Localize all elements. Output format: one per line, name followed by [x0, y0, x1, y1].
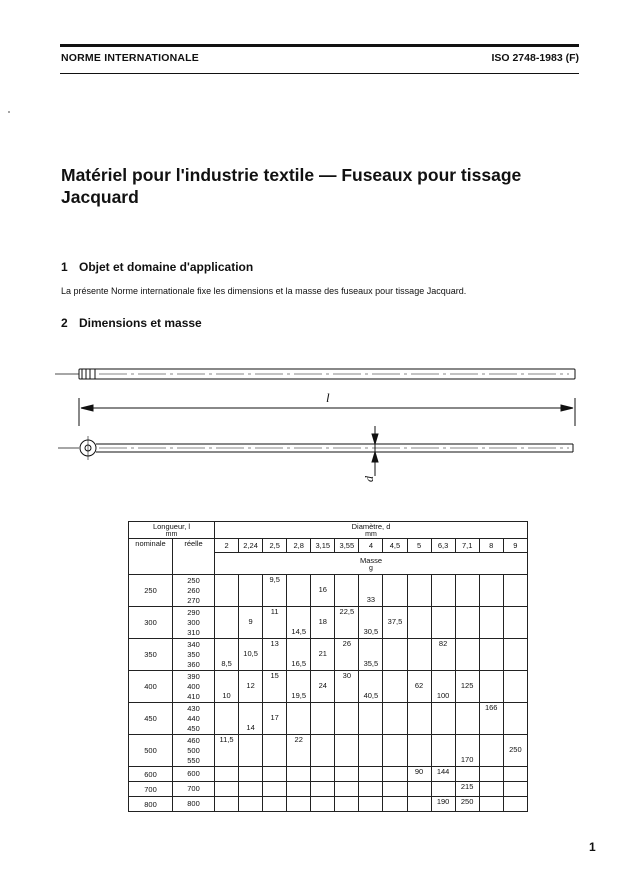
- mass-value: [287, 617, 310, 627]
- real-length-value: 290: [187, 607, 200, 617]
- mass-cell: [239, 671, 263, 703]
- spindle-side-view: [55, 369, 575, 379]
- header-standard-number: ISO 2748-1983 (F): [491, 52, 579, 64]
- mass-cell: [215, 797, 239, 812]
- real-length-cell: [173, 671, 215, 703]
- section-1-text: La présente Norme internationale fixe les dimensions et la masse des fuseaux pour tissage Jacquard.: [61, 286, 467, 296]
- mass-value: 16,5: [291, 659, 307, 668]
- mass-cell: [407, 671, 431, 703]
- mass-cell: [479, 671, 503, 703]
- table-row: [129, 639, 528, 671]
- mass-cell: [479, 735, 503, 767]
- real-length-value: 460: [187, 735, 200, 745]
- mass-value: 166: [484, 703, 498, 712]
- nominal-length-cell: 400: [129, 671, 173, 703]
- real-length-cell: [173, 607, 215, 639]
- mass-value: [215, 649, 238, 659]
- mass-cell: [455, 671, 479, 703]
- mass-cell: [383, 575, 407, 607]
- real-length-value: 500: [187, 745, 200, 755]
- mass-cell: [239, 797, 263, 812]
- section-1-number: 1: [61, 260, 68, 274]
- mass-value: 90: [414, 767, 424, 776]
- real-length-cell: [173, 575, 215, 607]
- real-length-value: 350: [187, 649, 200, 659]
- mass-header-unit: g: [369, 564, 373, 572]
- mass-cell: [479, 797, 503, 812]
- mass-cell: [215, 782, 239, 797]
- mass-value: 8,5: [221, 659, 232, 668]
- real-length-cell: [173, 782, 215, 797]
- mass-cell: [479, 782, 503, 797]
- mass-cell: [359, 607, 383, 639]
- mass-cell: [503, 735, 527, 767]
- mass-value: 11: [270, 607, 279, 616]
- mass-cell: [503, 797, 527, 812]
- real-length-value: 800: [187, 799, 200, 808]
- mass-cell: [407, 575, 431, 607]
- col-real-header: réelle: [173, 539, 215, 575]
- mass-value: 62: [414, 681, 424, 690]
- mass-cell: [311, 735, 335, 767]
- document-title: Matériel pour l'industrie textile — Fuseaux pour tissage Jacquard: [61, 165, 522, 207]
- mass-value: [311, 671, 334, 681]
- mass-cell: [455, 607, 479, 639]
- table-row: [129, 797, 528, 812]
- section-1-heading: [61, 260, 253, 274]
- mass-cell: [335, 767, 359, 782]
- mass-cell: [287, 703, 311, 735]
- mass-cell: [383, 639, 407, 671]
- mass-value: 10,5: [243, 649, 258, 658]
- mass-value: [383, 607, 406, 617]
- length-header: [129, 522, 215, 539]
- mass-cell: [407, 782, 431, 797]
- diameter-col: 7,1: [455, 539, 479, 553]
- real-length-value: 550: [187, 755, 200, 765]
- mass-cell: [263, 607, 287, 639]
- mass-cell: [287, 575, 311, 607]
- mass-value: [287, 681, 310, 691]
- mass-cell: [503, 767, 527, 782]
- mass-cell: [263, 575, 287, 607]
- mass-value: [239, 607, 262, 617]
- real-length-cell: [173, 735, 215, 767]
- nominal-length-cell: 600: [129, 767, 173, 782]
- scan-speck: [8, 111, 10, 113]
- mass-cell: [215, 735, 239, 767]
- mass-cell: [215, 767, 239, 782]
- mass-cell: [263, 671, 287, 703]
- mass-cell: [359, 767, 383, 782]
- mass-value: 250: [509, 745, 522, 754]
- mass-cell: [263, 703, 287, 735]
- section-2-title: Dimensions et masse: [79, 316, 202, 330]
- mass-value: 21: [318, 649, 327, 658]
- mass-cell: [335, 639, 359, 671]
- mass-cell: [239, 735, 263, 767]
- mass-value: [432, 681, 455, 691]
- mass-cell: [503, 703, 527, 735]
- diameter-col: 4,5: [383, 539, 407, 553]
- mass-cell: [455, 575, 479, 607]
- mass-cell: [359, 703, 383, 735]
- mass-cell: [311, 671, 335, 703]
- mass-value: 215: [460, 782, 474, 791]
- mass-value: [287, 607, 310, 617]
- mass-value: 30,5: [363, 627, 379, 636]
- mass-cell: [311, 575, 335, 607]
- real-length-value: 300: [187, 617, 200, 627]
- diameter-col: 3,55: [335, 539, 359, 553]
- mass-cell: [311, 639, 335, 671]
- mass-cell: [311, 767, 335, 782]
- length-label: l: [326, 390, 330, 405]
- real-length-value: 440: [187, 713, 200, 723]
- mass-cell: [503, 639, 527, 671]
- diameter-col: 8: [479, 539, 503, 553]
- mass-cell: [239, 639, 263, 671]
- real-length-cell: [173, 703, 215, 735]
- real-length-value: 270: [187, 595, 200, 605]
- mass-value: 144: [436, 767, 450, 776]
- real-length-cell: [173, 639, 215, 671]
- real-length-value: 430: [187, 703, 200, 713]
- mass-value: 10: [222, 691, 231, 700]
- mass-cell: [383, 735, 407, 767]
- mass-cell: [455, 703, 479, 735]
- nominal-length-cell: 500: [129, 735, 173, 767]
- mass-cell: [383, 607, 407, 639]
- mass-cell: [311, 703, 335, 735]
- section-2-heading: [61, 316, 202, 330]
- col-nominal-header: nominale: [129, 539, 173, 575]
- nominal-length-cell: 250: [129, 575, 173, 607]
- mass-value: 250: [460, 797, 474, 806]
- mass-value: [456, 671, 479, 681]
- mass-cell: [431, 639, 455, 671]
- real-length-value: 700: [187, 784, 200, 793]
- mass-cell: [407, 703, 431, 735]
- mass-header-label: Masse: [359, 555, 383, 565]
- mass-value: [504, 735, 527, 745]
- mass-cell: [407, 767, 431, 782]
- table-row: [129, 607, 528, 639]
- table-row: [129, 782, 528, 797]
- mass-cell: [455, 639, 479, 671]
- page-number: 1: [589, 840, 596, 854]
- mass-value: [239, 713, 262, 723]
- mass-cell: [455, 735, 479, 767]
- mass-value: [359, 607, 382, 617]
- mass-cell: [503, 575, 527, 607]
- mass-value: 190: [436, 797, 450, 806]
- mass-cell: [479, 639, 503, 671]
- mass-value: 40,5: [363, 691, 379, 700]
- mass-cell: [431, 607, 455, 639]
- mass-cell: [335, 735, 359, 767]
- mass-cell: [359, 639, 383, 671]
- mass-value: [359, 575, 382, 585]
- mass-value: 125: [460, 681, 474, 690]
- mass-cell: [335, 797, 359, 812]
- real-length-value: 260: [187, 585, 200, 595]
- table-body: [129, 575, 528, 812]
- table-row: [129, 703, 528, 735]
- header-standard-type: NORME INTERNATIONALE: [61, 52, 199, 64]
- mass-value: 30: [342, 671, 352, 680]
- mass-value: [432, 671, 455, 681]
- diameter-col: 2: [215, 539, 239, 553]
- mass-cell: [359, 782, 383, 797]
- mass-value: 13: [270, 639, 279, 648]
- diameter-header-unit: mm: [365, 531, 377, 538]
- mass-value: [287, 649, 310, 659]
- mass-cell: [359, 735, 383, 767]
- mass-value: [359, 671, 382, 681]
- mass-value: 12: [246, 681, 255, 690]
- length-header-unit: mm: [165, 531, 178, 538]
- real-length-value: 310: [187, 627, 200, 637]
- mass-cell: [239, 607, 263, 639]
- real-length-value: 340: [187, 639, 200, 649]
- mass-cell: [215, 607, 239, 639]
- mass-cell: [503, 782, 527, 797]
- mass-cell: [311, 607, 335, 639]
- mass-value: [311, 639, 334, 649]
- mass-value: [215, 639, 238, 649]
- real-length-cell: [173, 767, 215, 782]
- mass-value: 14: [246, 723, 255, 732]
- mass-cell: [335, 607, 359, 639]
- nominal-length-cell: 700: [129, 782, 173, 797]
- diameter-col: 4: [359, 539, 383, 553]
- mass-cell: [479, 703, 503, 735]
- mass-value: 9,5: [269, 575, 280, 584]
- spindle-drawing: [55, 358, 580, 488]
- diameter-col: 9: [503, 539, 527, 553]
- real-length-value: 410: [187, 691, 200, 701]
- dimensions-mass-table: [128, 521, 528, 812]
- mass-cell: [215, 575, 239, 607]
- mass-cell: [239, 782, 263, 797]
- mass-value: 170: [460, 755, 474, 764]
- section-2-number: 2: [61, 316, 68, 330]
- real-length-value: 360: [187, 659, 200, 669]
- mass-value: [215, 681, 238, 691]
- mass-value: 19,5: [291, 691, 307, 700]
- nominal-length-cell: 300: [129, 607, 173, 639]
- mass-value: [359, 649, 382, 659]
- table-row: [129, 671, 528, 703]
- mass-cell: [239, 767, 263, 782]
- mass-cell: [239, 575, 263, 607]
- mass-cell: [287, 639, 311, 671]
- mass-value: [263, 703, 286, 713]
- diameter-col: 3,15: [311, 539, 335, 553]
- mass-value: 82: [438, 639, 448, 648]
- mass-cell: [215, 671, 239, 703]
- mass-cell: [431, 782, 455, 797]
- mass-cell: [311, 782, 335, 797]
- mass-cell: [431, 735, 455, 767]
- mass-value: [287, 639, 310, 649]
- real-length-value: 250: [187, 575, 200, 585]
- mass-cell: [287, 767, 311, 782]
- header-top-rule: [60, 44, 579, 47]
- mass-value: [215, 671, 238, 681]
- mass-cell: [359, 575, 383, 607]
- mass-value: [239, 671, 262, 681]
- section-1-title: Objet et domaine d'application: [79, 260, 254, 274]
- mass-header: [215, 553, 528, 575]
- mass-cell: [335, 671, 359, 703]
- mass-cell: [455, 797, 479, 812]
- mass-value: [239, 639, 262, 649]
- mass-value: 24: [318, 681, 327, 690]
- header-bottom-rule: [60, 73, 579, 74]
- mass-value: 15: [270, 671, 279, 680]
- mass-cell: [359, 797, 383, 812]
- mass-cell: [455, 767, 479, 782]
- mass-cell: [263, 735, 287, 767]
- diameter-header: [215, 522, 528, 539]
- mass-value: [456, 735, 479, 745]
- mass-cell: [287, 735, 311, 767]
- mass-value: [359, 617, 382, 627]
- mass-value: [311, 607, 334, 617]
- mass-cell: [263, 782, 287, 797]
- mass-cell: [311, 797, 335, 812]
- mass-cell: [263, 797, 287, 812]
- diameter-dimension: [372, 426, 378, 476]
- mass-cell: [431, 767, 455, 782]
- mass-cell: [335, 782, 359, 797]
- mass-cell: [335, 703, 359, 735]
- mass-value: 100: [436, 691, 450, 700]
- mass-cell: [383, 797, 407, 812]
- mass-cell: [335, 575, 359, 607]
- real-length-cell: [173, 797, 215, 812]
- mass-cell: [431, 797, 455, 812]
- mass-cell: [383, 703, 407, 735]
- spindle-plan-view: [58, 436, 573, 460]
- mass-cell: [431, 575, 455, 607]
- mass-cell: [431, 703, 455, 735]
- mass-cell: [455, 782, 479, 797]
- mass-cell: [287, 797, 311, 812]
- mass-value: [408, 671, 431, 681]
- length-header-label: Longueur, l: [152, 522, 191, 531]
- mass-cell: [287, 782, 311, 797]
- diameter-col: 2,5: [263, 539, 287, 553]
- mass-cell: [407, 607, 431, 639]
- mass-cell: [359, 671, 383, 703]
- mass-value: 18: [318, 617, 327, 626]
- diameter-header-label: Diamètre, d: [351, 522, 391, 531]
- mass-value: [239, 703, 262, 713]
- table-row: [129, 767, 528, 782]
- real-length-value: 450: [187, 723, 200, 733]
- nominal-length-cell: 800: [129, 797, 173, 812]
- mass-value: [287, 671, 310, 681]
- mass-cell: [239, 703, 263, 735]
- mass-cell: [287, 671, 311, 703]
- mass-value: 16: [318, 585, 327, 594]
- nominal-length-cell: 450: [129, 703, 173, 735]
- mass-value: 14,5: [291, 627, 307, 636]
- mass-cell: [479, 607, 503, 639]
- mass-cell: [383, 767, 407, 782]
- mass-value: 17: [270, 713, 279, 722]
- diameter-col: 6,3: [431, 539, 455, 553]
- mass-cell: [503, 607, 527, 639]
- nominal-length-cell: 350: [129, 639, 173, 671]
- mass-cell: [431, 671, 455, 703]
- diameter-col: 5: [407, 539, 431, 553]
- mass-cell: [479, 575, 503, 607]
- mass-value: [359, 639, 382, 649]
- table-row: [129, 735, 528, 767]
- real-length-value: 390: [187, 671, 200, 681]
- mass-value: 9: [248, 617, 253, 626]
- mass-cell: [407, 735, 431, 767]
- mass-value: 22: [294, 735, 303, 744]
- mass-cell: [215, 703, 239, 735]
- mass-value: 26: [342, 639, 352, 648]
- diameter-label: d: [362, 476, 376, 482]
- table-row: [129, 575, 528, 607]
- mass-value: [311, 575, 334, 585]
- mass-cell: [287, 607, 311, 639]
- mass-cell: [503, 671, 527, 703]
- mass-value: [359, 681, 382, 691]
- real-length-value: 400: [187, 681, 200, 691]
- mass-value: 22,5: [339, 607, 355, 616]
- real-length-value: 600: [187, 769, 200, 778]
- mass-value: 35,5: [363, 659, 379, 668]
- diameter-col: 2,24: [239, 539, 263, 553]
- mass-cell: [263, 767, 287, 782]
- mass-value: 37,5: [387, 617, 403, 626]
- mass-cell: [383, 671, 407, 703]
- mass-cell: [383, 782, 407, 797]
- mass-cell: [407, 797, 431, 812]
- mass-cell: [215, 639, 239, 671]
- mass-value: 33: [366, 595, 376, 604]
- mass-value: [456, 745, 479, 755]
- mass-cell: [479, 767, 503, 782]
- mass-cell: [407, 639, 431, 671]
- mass-value: 11,5: [219, 735, 234, 744]
- mass-cell: [263, 639, 287, 671]
- mass-value: [359, 585, 382, 595]
- diameter-col: 2,8: [287, 539, 311, 553]
